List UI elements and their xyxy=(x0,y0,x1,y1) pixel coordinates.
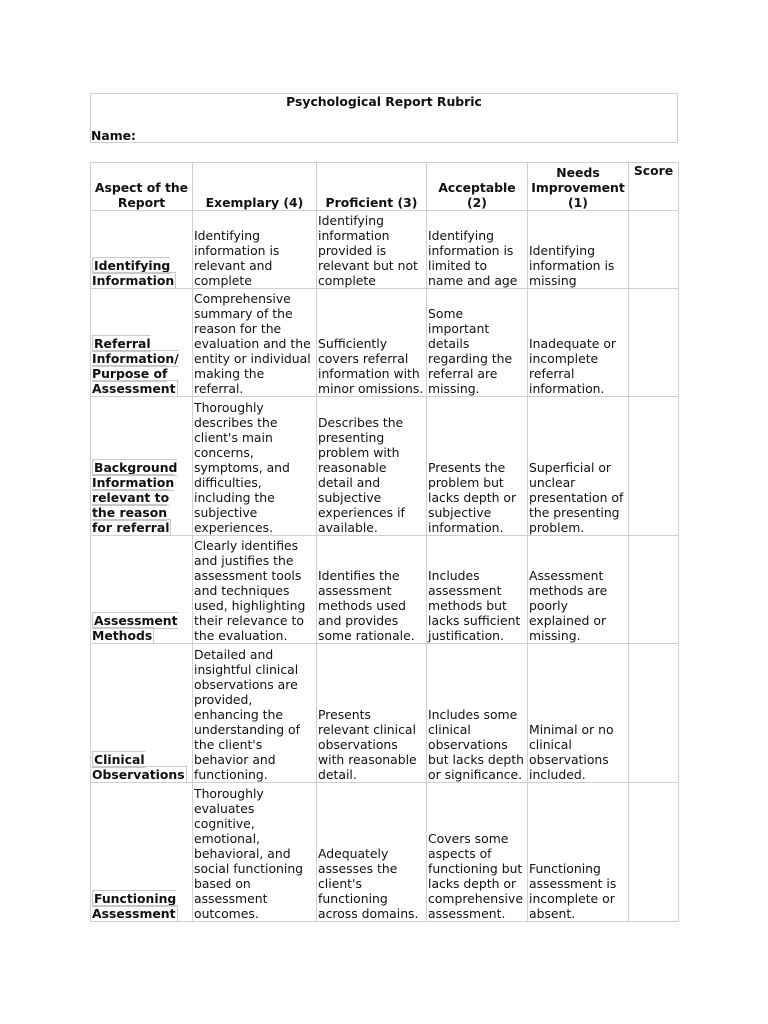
proficient-cell: Identifies the assessment methods used and provides some rationale. xyxy=(317,536,427,644)
score-cell xyxy=(629,644,679,783)
table-row xyxy=(91,536,679,644)
name-label: Name: xyxy=(91,128,137,143)
aspect-label: Assessment Methods xyxy=(92,613,178,643)
column-header-score: Score xyxy=(629,163,679,211)
column-header-needs-improvement: Needs Improvement (1) xyxy=(528,163,629,211)
needs-improvement-cell: Inadequate or incomplete referral information. xyxy=(528,289,629,397)
page-title: Psychological Report Rubric xyxy=(286,94,482,109)
proficient-cell: Sufficiently covers referral information with minor omissions. xyxy=(317,289,427,397)
aspect-label: Clinical Observations xyxy=(92,752,185,782)
aspect-label: Referral Information/ Purpose of Assessment xyxy=(92,336,179,396)
exemplary-cell: Thoroughly evaluates cognitive, emotional, behavioral, and social functioning based on assessment outcomes. xyxy=(193,783,317,922)
needs-improvement-cell: Superficial or unclear presentation of the presenting problem. xyxy=(528,397,629,536)
exemplary-cell: Identifying information is relevant and complete xyxy=(193,211,317,289)
table-row xyxy=(91,289,679,397)
acceptable-cell: Identifying information is limited to name and age xyxy=(427,211,528,289)
aspect-cell xyxy=(91,536,193,644)
header-row xyxy=(91,163,679,211)
acceptable-cell: Includes some clinical observations but lacks depth or significance. xyxy=(427,644,528,783)
column-header-exemplary: Exemplary (4) xyxy=(193,163,317,211)
table-row xyxy=(91,397,679,536)
aspect-cell xyxy=(91,397,193,536)
proficient-cell: Presents relevant clinical observations with reasonable detail. xyxy=(317,644,427,783)
aspect-label: Functioning Assessment xyxy=(92,891,177,921)
exemplary-cell: Comprehensive summary of the reason for the evaluation and the entity or individual making the referral. xyxy=(193,289,317,397)
header-box xyxy=(90,93,678,143)
acceptable-cell: Some important details regarding the referral are missing. xyxy=(427,289,528,397)
score-cell xyxy=(629,211,679,289)
needs-improvement-cell: Minimal or no clinical observations included. xyxy=(528,644,629,783)
aspect-label: Identifying Information xyxy=(92,258,175,288)
score-cell xyxy=(629,397,679,536)
needs-improvement-cell: Identifying information is missing xyxy=(528,211,629,289)
acceptable-cell: Covers some aspects of functioning but lacks depth or comprehensive assessment. xyxy=(427,783,528,922)
exemplary-cell: Clearly identifies and justifies the assessment tools and techniques used, highlighting their relevance to the evaluation. xyxy=(193,536,317,644)
aspect-cell xyxy=(91,211,193,289)
score-cell xyxy=(629,783,679,922)
aspect-cell xyxy=(91,289,193,397)
needs-improvement-cell: Assessment methods are poorly explained or missing. xyxy=(528,536,629,644)
score-cell xyxy=(629,536,679,644)
acceptable-cell: Includes assessment methods but lacks sufficient justification. xyxy=(427,536,528,644)
exemplary-cell: Detailed and insightful clinical observations are provided, enhancing the understanding of the client's behavior and functioning. xyxy=(193,644,317,783)
acceptable-cell: Presents the problem but lacks depth or subjective information. xyxy=(427,397,528,536)
table-row xyxy=(91,644,679,783)
aspect-cell xyxy=(91,783,193,922)
proficient-cell: Describes the presenting problem with reasonable detail and subjective experiences if available. xyxy=(317,397,427,536)
aspect-label: Background Information relevant to the reason for referral xyxy=(92,460,178,535)
column-header-aspect: Aspect of the Report xyxy=(91,163,193,211)
aspect-cell xyxy=(91,644,193,783)
proficient-cell: Adequately assesses the client's functioning across domains. xyxy=(317,783,427,922)
table-row xyxy=(91,211,679,289)
exemplary-cell: Thoroughly describes the client's main concerns, symptoms, and difficulties, including the subjective experiences. xyxy=(193,397,317,536)
score-cell xyxy=(629,289,679,397)
table-row xyxy=(91,783,679,922)
column-header-proficient: Proficient (3) xyxy=(317,163,427,211)
rubric-table xyxy=(90,162,679,922)
needs-improvement-cell: Functioning assessment is incomplete or absent. xyxy=(528,783,629,922)
proficient-cell: Identifying information provided is relevant but not complete xyxy=(317,211,427,289)
column-header-acceptable: Acceptable (2) xyxy=(427,163,528,211)
